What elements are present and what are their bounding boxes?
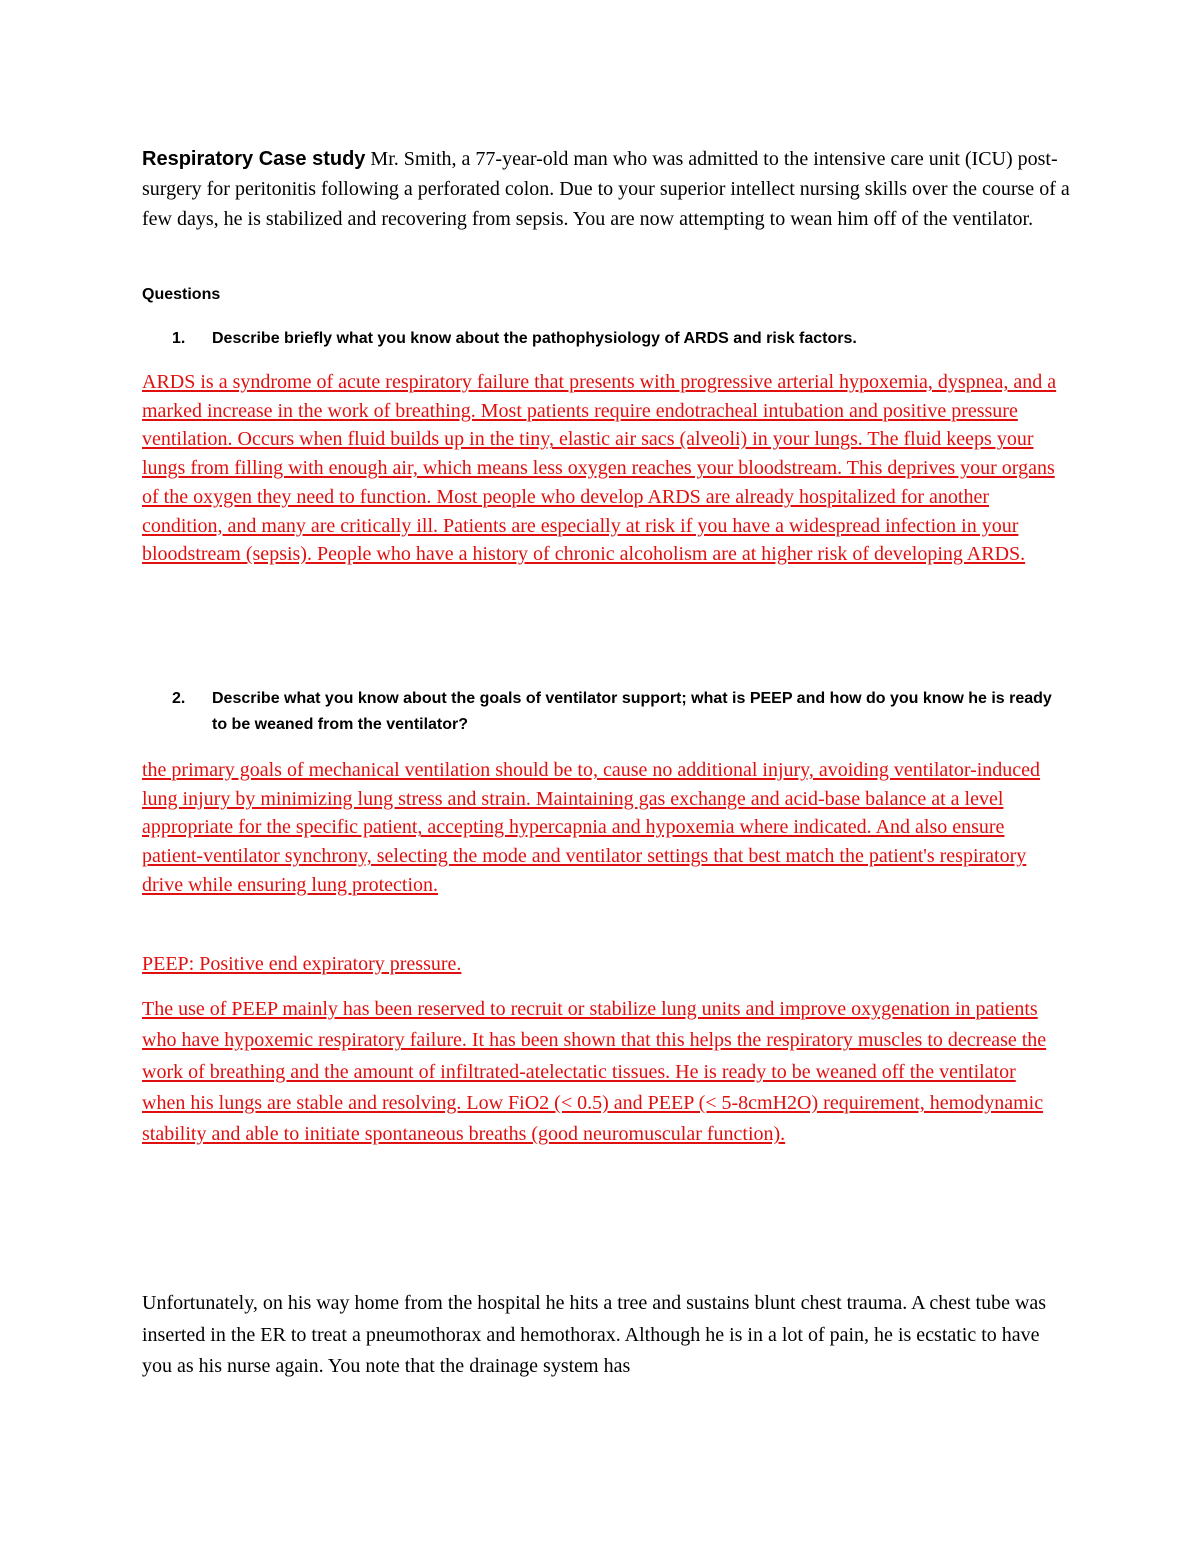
question-1-text: Describe briefly what you know about the pathophysiology of ARDS and risk factors.	[212, 330, 857, 347]
case-followup-paragraph: Unfortunately, on his way home from the hospital he hits a tree and sustains blunt chest trauma. A chest tube was inserted in the ER to treat a pneumothorax and hemothorax. Although he is in a lot of pain, he is ecstatic to have you as his nurse again. You note that the drainage system has	[142, 1292, 1047, 1377]
case-study-title: Respiratory Case study	[142, 148, 366, 170]
question-1-number: 1.	[172, 330, 186, 347]
case-intro-paragraph	[142, 144, 1072, 234]
question-2-text: Describe what you know about the goals of ventilator support; what is PEEP and how do you know he is ready to be weaned from the ventilator?	[212, 690, 1052, 733]
answer-2-peep-definition: PEEP: Positive end expiratory pressure.	[142, 953, 462, 975]
answer-2-ventilator-goals: the primary goals of mechanical ventilation should be to, cause no additional injury, avoiding ventilator-induced lung injury by minimizing lung stress and strain. Maintaining gas exchange and acid-base balance at a level appropriate for the specific patient, accepting hypercapnia and hypoxemia where indicated. And also ensure patient-ventilator synchrony, selecting the mode and ventilator settings that best match the patient's respiratory drive while ensuring lung protection.	[142, 759, 1041, 896]
questions-heading: Questions	[142, 286, 221, 303]
question-1	[172, 326, 1052, 352]
answer-2-peep-weaning: The use of PEEP mainly has been reserved to recruit or stabilize lung units and improve oxygenation in patients who have hypoxemic respiratory failure. It has been shown that this helps the respiratory muscles to decrease the work of breathing and the amount of infiltrated-atelectatic tissues. He is ready to be weaned off the ventilator when his lungs are stable and resolving. Low FiO2 (< 0.5) and PEEP (< 5-8cmH2O) requirement, hemodynamic stability and able to initiate spontaneous breaths (good neuromuscular function).	[142, 998, 1047, 1146]
case-intro-text: Mr. Smith, a 77-year-old man who was admitted to the intensive care unit (ICU) post-surgery for peritonitis following a perforated colon. Due to your superior intellect nursing skills over the course of a few days, he is stabilized and recovering from sepsis. You are now attempting to wean him off of the ventilator.	[142, 148, 1070, 230]
answer-1: ARDS is a syndrome of acute respiratory failure that presents with progressive arterial hypoxemia, dyspnea, and a marked increase in the work of breathing. Most patients require endotracheal intubation and positive pressure ventilation. Occurs when fluid builds up in the tiny, elastic air sacs (alveoli) in your lungs. The fluid keeps your lungs from filling with enough air, which means less oxygen reaches your bloodstream. This deprives your organs of the oxygen they need to function. Most people who develop ARDS are already hospitalized for another condition, and many are critically ill. Patients are especially at risk if you have a widespread infection in your bloodstream (sepsis). People who have a history of chronic alcoholism are at higher risk of developing ARDS.	[142, 371, 1057, 566]
question-2-number: 2.	[172, 690, 186, 707]
question-2	[172, 686, 1052, 738]
